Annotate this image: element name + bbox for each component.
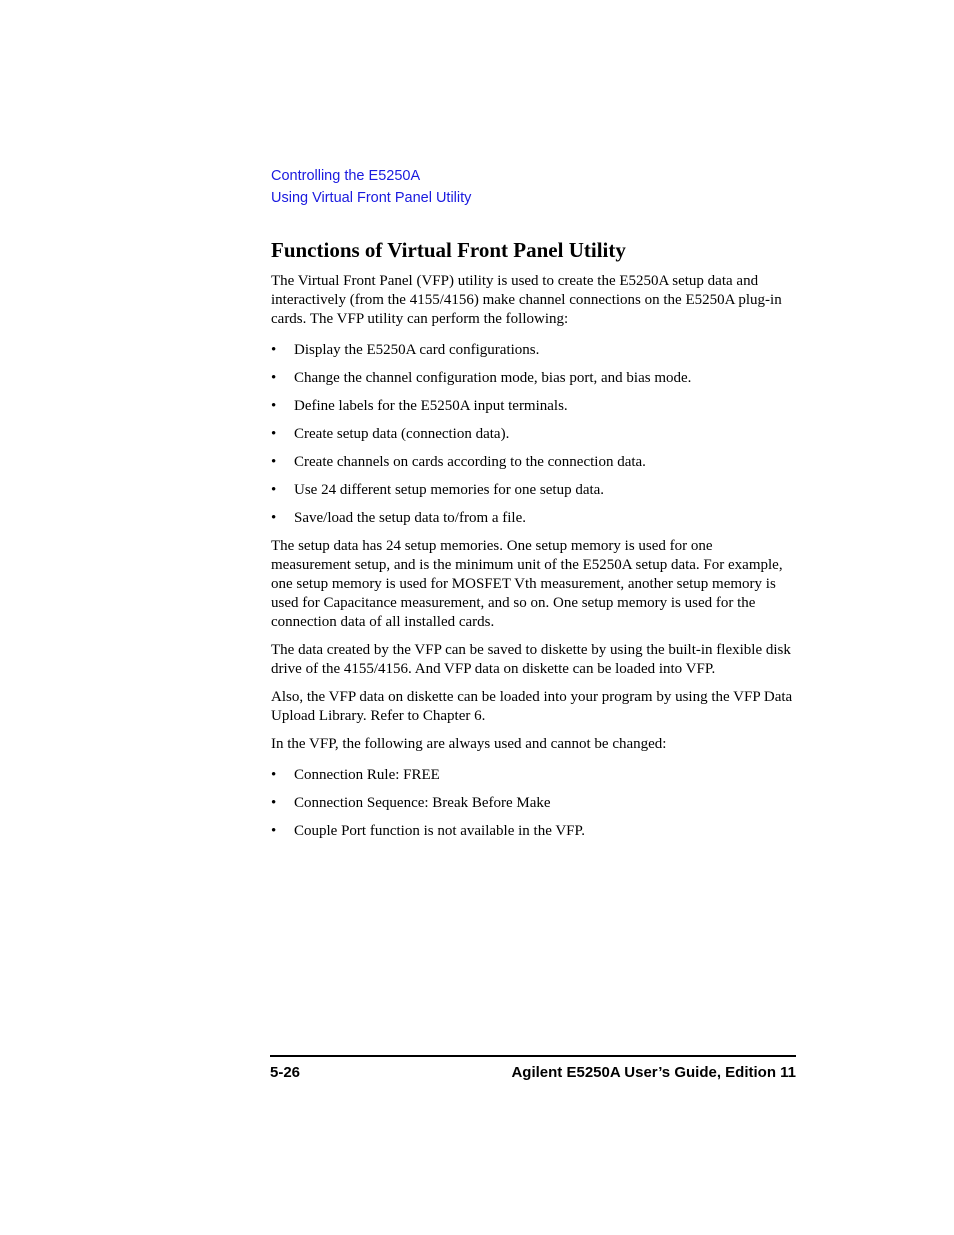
- guide-title: Agilent E5250A User’s Guide, Edition 11: [511, 1064, 796, 1081]
- upload-library-paragraph: Also, the VFP data on diskette can be loaded into your program by using the VFP Data Upload Library. Refer to Chapter 6.: [271, 689, 793, 724]
- main-content: [271, 236, 796, 850]
- bullet-icon: •: [271, 823, 277, 839]
- intro-paragraph: The Virtual Front Panel (VFP) utility is used to create the E5250A setup data and interactively (from the 4155/4156) make channel connections on the E5250A plug-in cards. The VFP utility can perform the following:: [271, 273, 782, 327]
- list-item: • Define labels for the E5250A input terminals.: [271, 398, 568, 414]
- breadcrumb-chapter-link[interactable]: Controlling the E5250A: [271, 168, 421, 184]
- diskette-paragraph: The data created by the VFP can be saved to diskette by using the built-in flexible disk drive of the 4155/4156. And VFP data on diskette can be loaded into VFP.: [271, 642, 791, 677]
- page-number: 5-26: [270, 1064, 301, 1081]
- bullet-icon: •: [271, 426, 277, 442]
- page-title: Functions of Virtual Front Panel Utility: [271, 238, 626, 262]
- list-item: • Use 24 different setup memories for one setup data.: [271, 482, 605, 498]
- bullet-icon: •: [271, 510, 277, 526]
- page-footer: [270, 1055, 796, 1081]
- list-item: • Change the channel configuration mode, bias port, and bias mode.: [271, 370, 692, 386]
- bullet-icon: •: [271, 454, 277, 470]
- bullet-icon: •: [271, 767, 277, 783]
- bullet-icon: •: [271, 342, 277, 358]
- breadcrumb-section-link[interactable]: Using Virtual Front Panel Utility: [271, 190, 472, 206]
- list-item: • Couple Port function is not available in the VFP.: [271, 823, 585, 839]
- bullet-icon: •: [271, 482, 277, 498]
- fixed-settings-list: [271, 766, 796, 841]
- list-item: • Create channels on cards according to the connection data.: [271, 454, 646, 470]
- bullet-icon: •: [271, 398, 277, 414]
- list-item: • Connection Rule: FREE: [271, 767, 440, 783]
- list-item: • Save/load the setup data to/from a file.: [271, 510, 527, 526]
- list-item: • Connection Sequence: Break Before Make: [271, 795, 551, 811]
- breadcrumb: [271, 165, 471, 209]
- bullet-icon: •: [271, 795, 277, 811]
- functions-list: [271, 341, 796, 528]
- fixed-settings-paragraph: In the VFP, the following are always used and cannot be changed:: [271, 736, 667, 752]
- setup-memory-paragraph: The setup data has 24 setup memories. One setup memory is used for one measurement setup, and is the minimum unit of the E5250A setup data. For example, one setup memory is used for MOSFET Vth measurement, another setup memory is used for Capacitance measurement, and so on. One setup memory is used for the connection data of all installed cards.: [271, 538, 783, 630]
- bullet-icon: •: [271, 370, 277, 386]
- list-item: • Create setup data (connection data).: [271, 426, 510, 442]
- list-item: • Display the E5250A card configurations.: [271, 342, 540, 358]
